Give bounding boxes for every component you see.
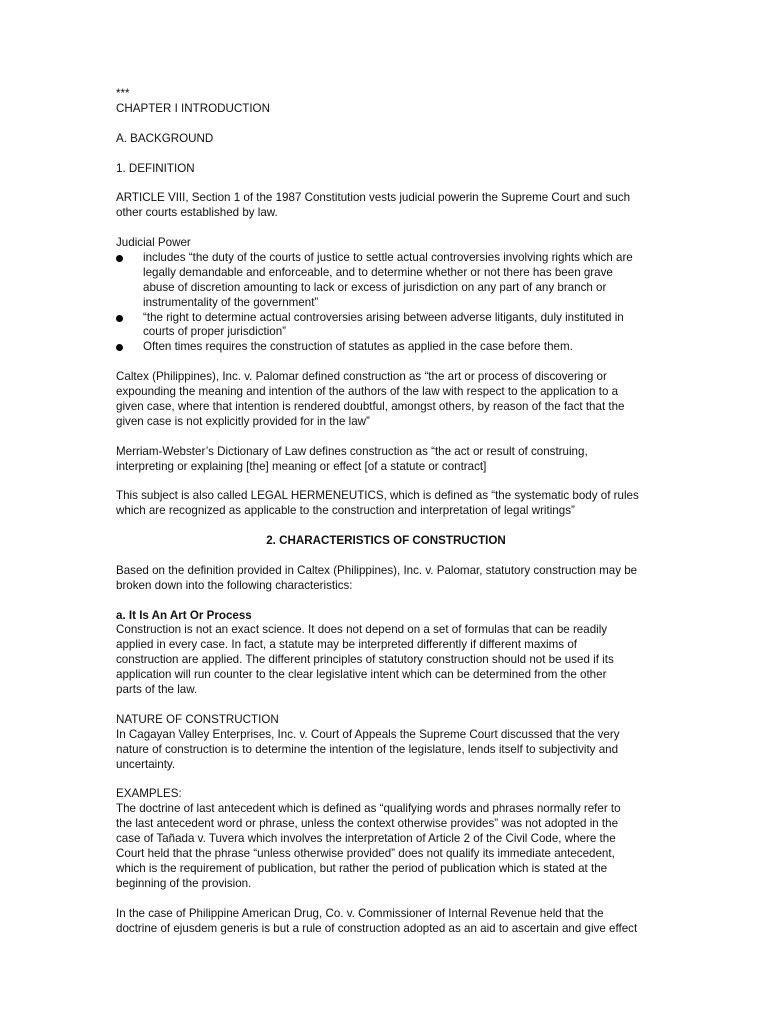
nature-paragraph xyxy=(116,728,656,773)
text-line: given case, where that intention is rendered doubtful, amongst others, by reason of the fact that the xyxy=(116,399,625,413)
text-line: other courts established by law. xyxy=(116,206,278,220)
text-line: which are recognized as applicable to the construction and interpretation of legal writings” xyxy=(116,504,575,518)
merriam-paragraph xyxy=(116,445,656,475)
list-item xyxy=(116,340,656,355)
text-line: includes “the duty of the courts of justice to settle actual controversies involving rights which are xyxy=(143,250,633,264)
section-a-heading: A. BACKGROUND xyxy=(116,131,214,145)
text-line: Merriam-Webster’s Dictionary of Law defines construction as “the act or result of construing, xyxy=(116,444,588,458)
judicial-power-list xyxy=(116,251,656,355)
text-line: Court held that the phrase “unless otherwise provided” does not qualify its immediate antecedent, xyxy=(116,847,615,861)
article-viii-paragraph xyxy=(116,191,656,221)
nature-heading: NATURE OF CONSTRUCTION xyxy=(116,712,279,726)
text-line: applied in every case. In fact, a statute may be interpreted differently if different maxims of xyxy=(116,638,577,652)
text-line: The doctrine of last antecedent which is defined as “qualifying words and phrases normally refer to xyxy=(116,802,621,816)
text-line: This subject is also called LEGAL HERMENEUTICS, which is defined as “the systematic body of rules xyxy=(116,489,639,503)
text-line: courts of proper jurisdiction” xyxy=(143,325,287,339)
caltex-paragraph xyxy=(116,370,656,430)
text-line: uncertainty. xyxy=(116,757,176,771)
text-line: Caltex (Philippines), Inc. v. Palomar defined construction as “the art or process of discovering or xyxy=(116,370,607,384)
text-line: expounding the meaning and intention of the authors of the law with respect to the application to a xyxy=(116,385,619,399)
text-line: interpreting or explaining [the] meaning or effect [of a statute or contract] xyxy=(116,459,487,473)
text-line: which is the requirement of publication, but rather the period of publication which is stated at the xyxy=(116,861,608,875)
text-line: legally demandable and enforceable, and to determine whether or not there has been grave xyxy=(143,265,613,279)
text-line: given case is not explicitly provided for in the law” xyxy=(116,414,370,428)
text-line: doctrine of ejusdem generis is but a rule of construction adopted as an aid to ascertain and give effect xyxy=(116,921,638,935)
text-line: the last antecedent word or phrase, unless the context otherwise provides” was not adopted in the xyxy=(116,817,619,831)
based-on-paragraph xyxy=(116,564,656,594)
text-line: beginning of the provision. xyxy=(116,876,252,890)
philippine-american-drug-paragraph xyxy=(116,907,656,937)
text-line: Construction is not an exact science. It does not depend on a set of formulas that can be readily xyxy=(116,623,608,637)
examples-heading: EXAMPLES: xyxy=(116,787,182,801)
section-2-heading: 2. CHARACTERISTICS OF CONSTRUCTION xyxy=(266,534,506,548)
chapter-title: CHAPTER I INTRODUCTION xyxy=(116,101,270,115)
judicial-power-heading: Judicial Power xyxy=(116,236,191,249)
section-1-heading: 1. DEFINITION xyxy=(116,161,195,175)
text-line: broken down into the following characteristics: xyxy=(116,578,353,592)
document-page xyxy=(116,87,656,936)
text-line: ARTICLE VIII, Section 1 of the 1987 Constitution vests judicial powerin the Supreme Court and such xyxy=(116,191,631,205)
text-line: In the case of Philippine American Drug, Co. v. Commissioner of Internal Revenue held that the xyxy=(116,906,604,920)
list-item xyxy=(116,311,656,341)
text-line: parts of the law. xyxy=(116,683,198,697)
text-line: Often times requires the construction of statutes as applied in the case before them. xyxy=(143,340,573,354)
list-item xyxy=(116,251,656,311)
bullet-icon xyxy=(116,315,123,322)
text-line: construction are applied. The different principles of statutory construction should not be used if its xyxy=(116,653,614,667)
examples-paragraph xyxy=(116,802,656,891)
subsection-a-heading: a. It Is An Art Or Process xyxy=(116,608,252,622)
subsection-a-paragraph xyxy=(116,623,656,698)
text-line: In Cagayan Valley Enterprises, Inc. v. Court of Appeals the Supreme Court discussed that the very xyxy=(116,727,620,741)
text-line: abuse of discretion amounting to lack or excess of jurisdiction on any part of any branch or xyxy=(143,280,607,294)
text-line: application will run counter to the clear legislative intent which can be determined from the other xyxy=(116,668,607,682)
text-line: “the right to determine actual controversies arising between adverse litigants, duly instituted in xyxy=(143,310,624,324)
text-line: Based on the definition provided in Caltex (Philippines), Inc. v. Palomar, statutory construction may be xyxy=(116,563,638,577)
bullet-icon xyxy=(116,344,123,351)
bullet-icon xyxy=(116,255,123,262)
text-line: instrumentality of the government” xyxy=(143,295,319,309)
text-line: case of Tañada v. Tuvera which involves the interpretation of Article 2 of the Civil Code, where the xyxy=(116,832,616,846)
separator-stars: *** xyxy=(116,87,130,100)
text-line: nature of construction is to determine the intention of the legislature, lends itself to subjectivity and xyxy=(116,742,619,756)
hermeneutics-paragraph xyxy=(116,489,656,519)
